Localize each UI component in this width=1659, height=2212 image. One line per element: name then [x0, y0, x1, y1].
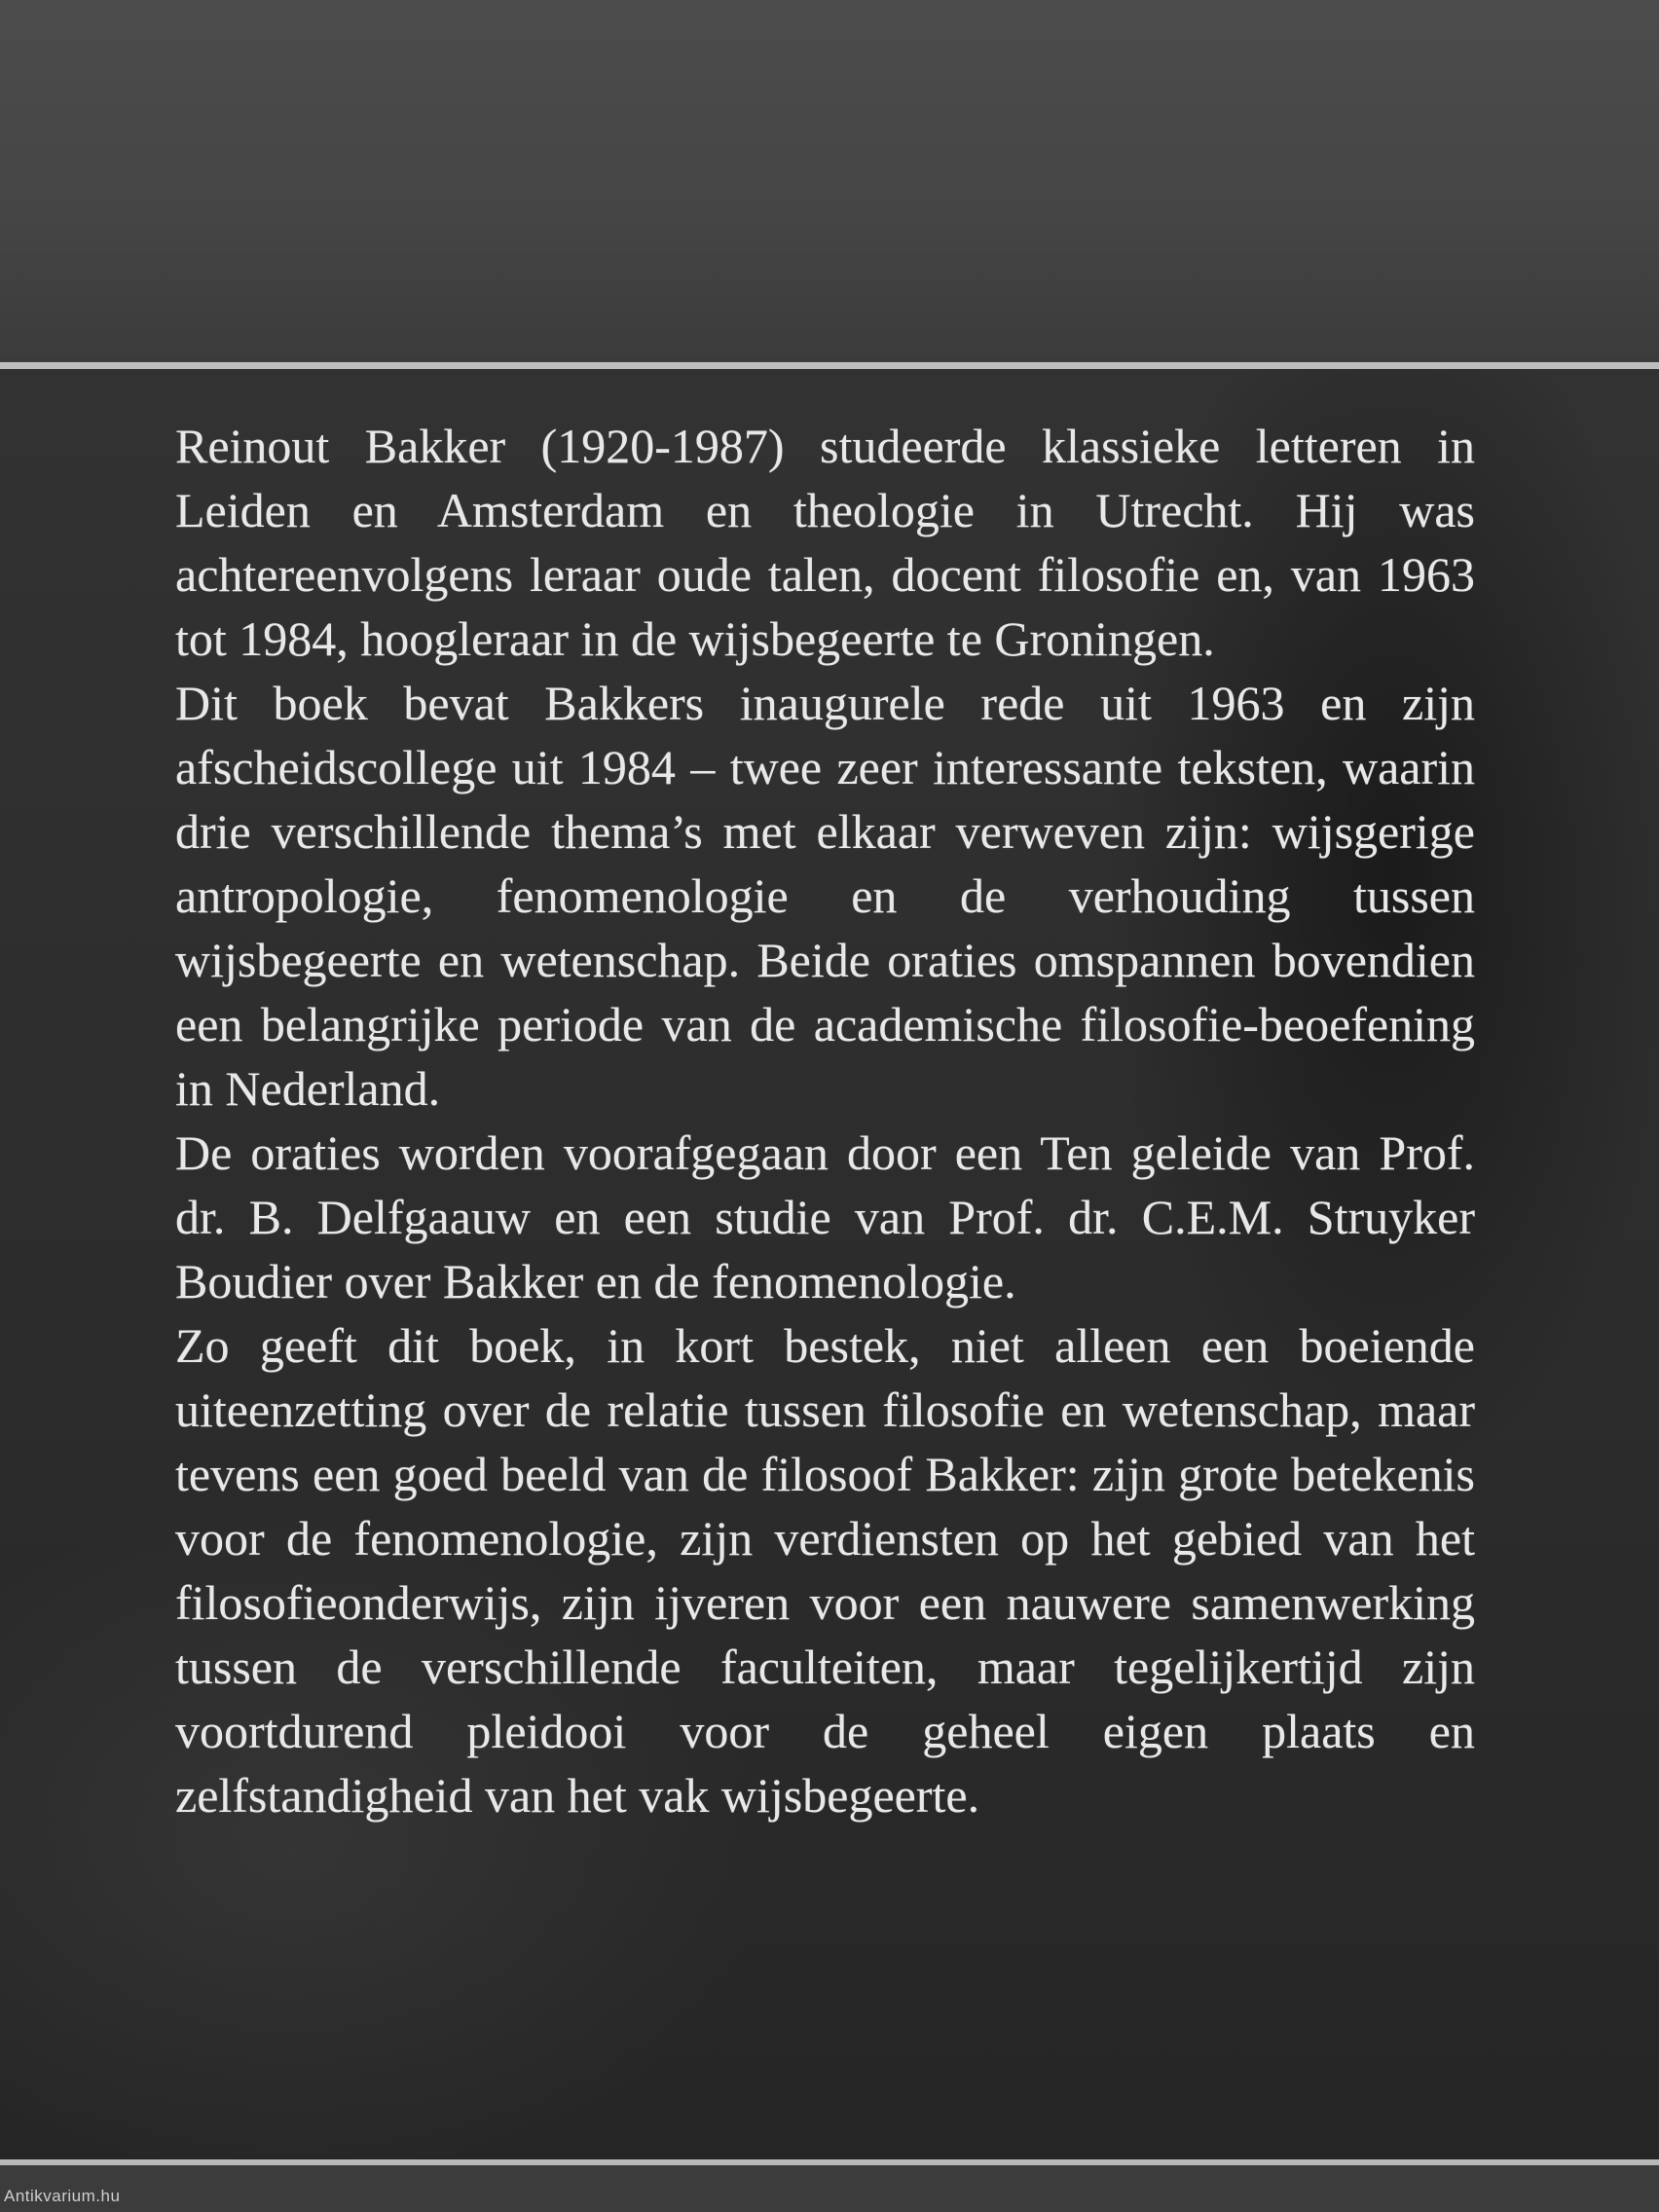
cover-top-band: [0, 0, 1659, 362]
blurb-text: [175, 414, 1475, 1827]
watermark: Antikvarium.hu: [4, 2187, 121, 2205]
cover-bottom-strip: [0, 2165, 1659, 2212]
blurb-paragraph-biography: Reinout Bakker (1920-1987) studeerde klassieke letteren in Leiden en Amsterdam en theologie in Utrecht. Hij was achtereenvolgens leraar oude talen, docent filosofie en, van 1963 tot 1984, hoogleraar in de wijsbegeerte te Groningen.: [175, 419, 1475, 666]
top-divider-rule: [0, 362, 1659, 369]
blurb-paragraph-summary: Zo geeft dit boek, in kort bestek, niet alleen een boeiende uiteenzetting over de relatie tussen filosofie en wetenschap, maar tevens een goed beeld van de filosoof Bakker: zijn grote betekenis voor de fenomenologie, zijn verdiensten op het gebied van het filosofieonderwijs, zijn ijveren voor een nauwere samenwerking tussen de verschillende faculteiten, maar tegelijkertijd zijn voortdurend pleidooi voor de geheel eigen plaats en zelfstandigheid van het vak wijsbegeerte.: [175, 1318, 1475, 1823]
blurb-paragraph-introductions: De oraties worden voorafgegaan door een Ten geleide van Prof. dr. B. Delfgaauw en een studie van Prof. dr. C.E.M. Struyker Boudier over Bakker en de fenomenologie.: [175, 1125, 1475, 1309]
blurb-paragraph-contents: Dit boek bevat Bakkers inaugurele rede uit 1963 en zijn afscheidscollege uit 1984 – twee zeer interessante teksten, waarin drie verschillende thema’s met elkaar verweven zijn: wijsgerige antropologie, fenomenologie en de verhouding tussen wijsbegeerte en wetenschap. Beide oraties omspannen bovendien een belangrijke periode van de academische filosofie-beoefening in Nederland.: [175, 676, 1475, 1116]
